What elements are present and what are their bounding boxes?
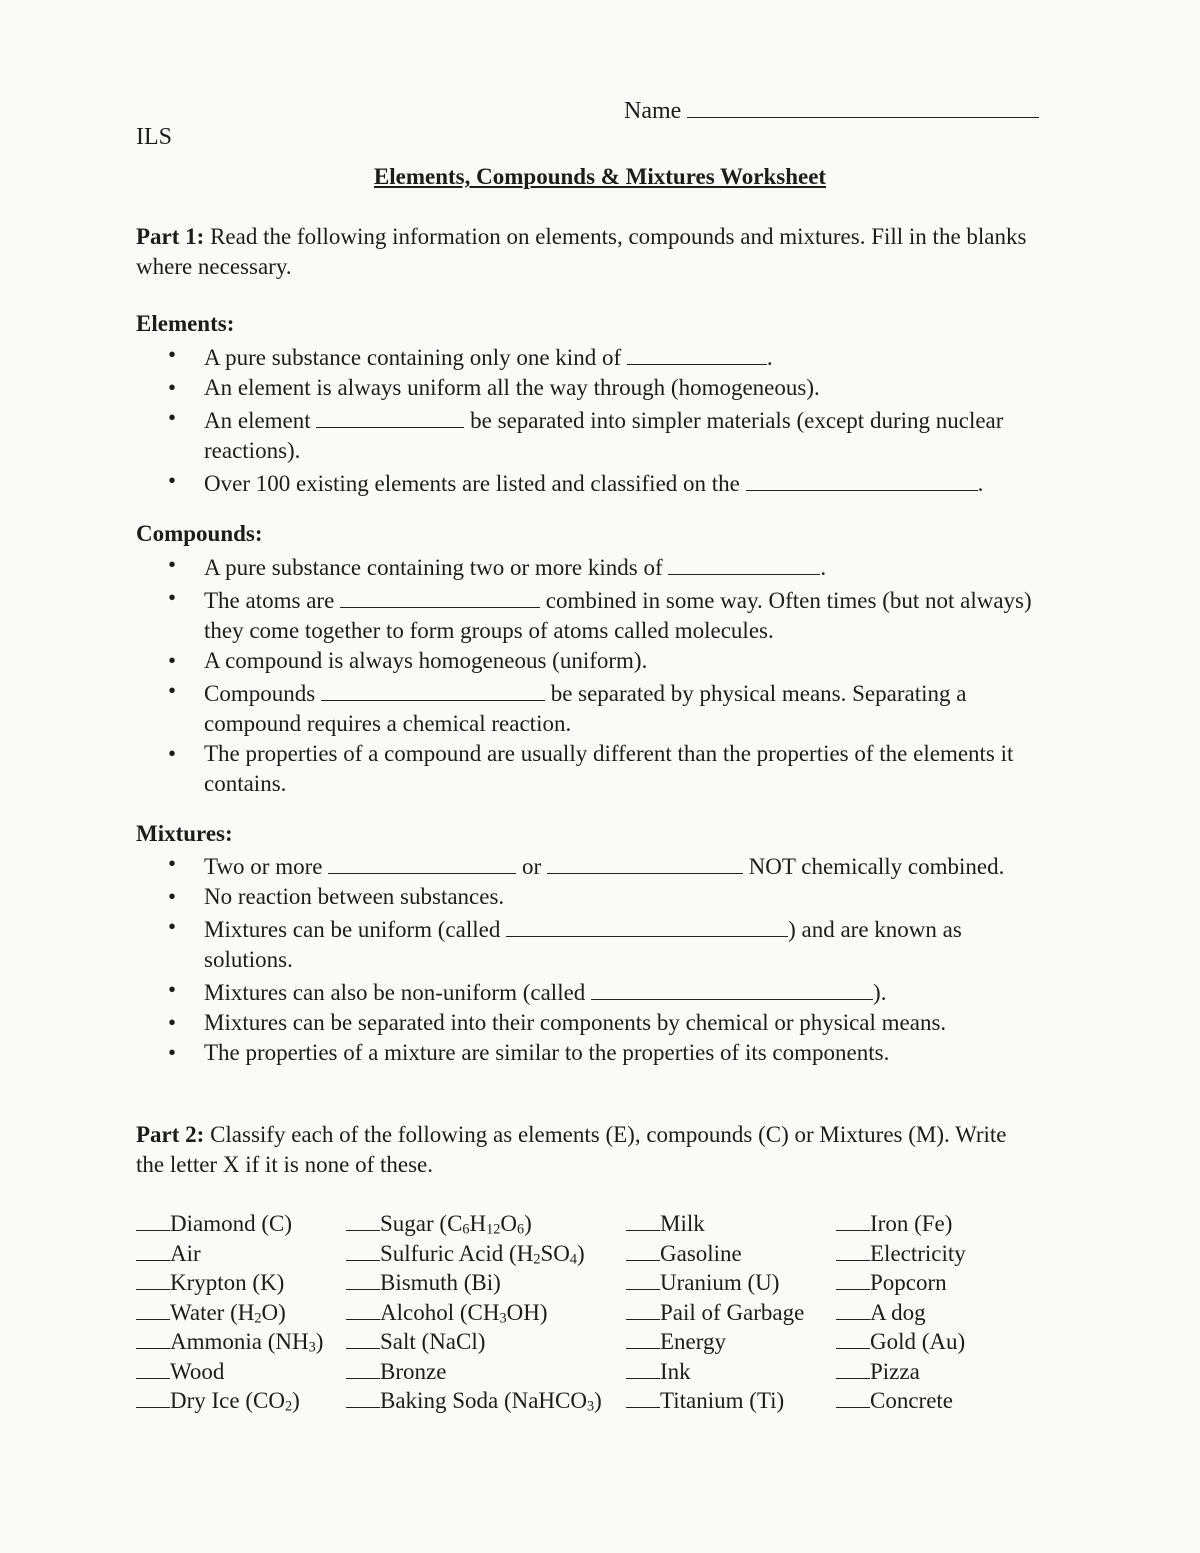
list-item: • Two or more or NOT chemically combined. [168,849,1038,882]
blank-field[interactable] [340,583,540,608]
answer-blank[interactable] [836,1324,870,1349]
list-item: • Mixtures can be separated into their components by chemical or physical means. [168,1008,1038,1038]
name-blank[interactable] [687,92,1039,118]
part2-instructions [136,1120,1036,1180]
blank-field[interactable] [627,340,767,365]
list-item: • The atoms are combined in some way. Often times (but not always) they come together to form groups of atoms called molecules. [168,583,1038,646]
compounds-list [168,550,1038,799]
name-label: Name [624,98,682,125]
list-item: Diamond (C) [136,1206,346,1236]
list-item: • Mixtures can be uniform (called ) and are known as solutions. [168,912,1038,975]
list-item: Popcorn [836,1265,1036,1295]
mixtures-list [168,849,1038,1068]
blank-field[interactable] [591,975,873,1000]
answer-blank[interactable] [626,1383,660,1408]
list-item: Pail of Garbage [626,1295,836,1325]
part1-instructions [136,222,1036,282]
list-item: Krypton (K) [136,1265,346,1295]
part2-label: Part 2: [136,1122,205,1147]
list-item: Water $(H_2O)$ [136,1295,346,1325]
list-item: Iron (Fe) [836,1206,1036,1236]
answer-blank[interactable] [626,1324,660,1349]
list-item: Ink [626,1354,836,1384]
answer-blank[interactable] [626,1295,660,1320]
classification-grid [136,1206,1036,1413]
list-item: Bronze [346,1354,626,1384]
answer-blank[interactable] [836,1265,870,1290]
answer-blank[interactable] [836,1354,870,1379]
list-item: Air [136,1236,346,1266]
list-item: Titanium (Ti) [626,1383,836,1413]
list-item: Gasoline [626,1236,836,1266]
list-item: • Over 100 existing elements are listed and classified on the . [168,466,1038,499]
list-item: • An element be separated into simpler materials (except during nuclear reactions). [168,403,1038,466]
list-item: Salt (NaCl) [346,1324,626,1354]
elements-heading: Elements: [136,311,235,336]
blank-field[interactable] [321,676,545,701]
answer-blank[interactable] [346,1354,380,1379]
blank-field[interactable] [547,849,743,874]
elements-list [168,340,1038,499]
list-item: Electricity [836,1236,1036,1266]
answer-blank[interactable] [626,1236,660,1261]
answer-blank[interactable] [346,1265,380,1290]
list-item: Dry Ice $(CO_2)$ [136,1383,346,1413]
answer-blank[interactable] [136,1354,170,1379]
answer-blank[interactable] [346,1295,380,1320]
list-item: Energy [626,1324,836,1354]
list-item: • The properties of a mixture are similar to the properties of its components. [168,1038,1038,1068]
list-item: Alcohol $(CH_3OH)$ [346,1295,626,1325]
part1-label: Part 1: [136,224,205,249]
blank-field[interactable] [328,849,516,874]
list-item: • The properties of a compound are usually different than the properties of the elements it contains. [168,739,1038,799]
answer-blank[interactable] [836,1295,870,1320]
answer-blank[interactable] [836,1383,870,1408]
answer-blank[interactable] [346,1383,380,1408]
list-item: Concrete [836,1383,1036,1413]
part1-text: Read the following information on elements, compounds and mixtures. Fill in the blanks where necessary. [136,224,1027,279]
list-item: • An element is always uniform all the way through (homogeneous). [168,373,1038,403]
list-item: Wood [136,1354,346,1384]
list-item: Milk [626,1206,836,1236]
blank-field[interactable] [668,550,820,575]
list-item: • Mixtures can also be non-uniform (called ). [168,975,1038,1008]
answer-blank[interactable] [346,1236,380,1261]
answer-blank[interactable] [626,1206,660,1231]
list-item: • A compound is always homogeneous (uniform). [168,646,1038,676]
list-item: Gold (Au) [836,1324,1036,1354]
list-item: • A pure substance containing only one kind of . [168,340,1038,373]
class-code: ILS [136,124,172,150]
answer-blank[interactable] [836,1236,870,1261]
list-item: Sulfuric Acid $(H_2SO_4)$ [346,1236,626,1266]
list-item: • Compounds be separated by physical means. Separating a compound requires a chemical reaction. [168,676,1038,739]
blank-field[interactable] [746,466,978,491]
name-field [624,92,1039,125]
answer-blank[interactable] [136,1383,170,1408]
answer-blank[interactable] [136,1324,170,1349]
answer-blank[interactable] [136,1206,170,1231]
answer-blank[interactable] [836,1206,870,1231]
list-item: Uranium (U) [626,1265,836,1295]
worksheet-title: Elements, Compounds & Mixtures Worksheet [373,164,827,189]
blank-field[interactable] [316,403,464,428]
answer-blank[interactable] [136,1295,170,1320]
list-item: Bismuth (Bi) [346,1265,626,1295]
list-item: A dog [836,1295,1036,1325]
list-item: • No reaction between substances. [168,882,1038,912]
part2-text: Classify each of the following as elements (E), compounds (C) or Mixtures (M). Write the letter X if it is none of these. [136,1122,1007,1177]
answer-blank[interactable] [136,1265,170,1290]
list-item: Sugar $(C_6H_{12}O_6)$ [346,1206,626,1236]
blank-field[interactable] [506,912,788,937]
list-item: • A pure substance containing two or more kinds of . [168,550,1038,583]
list-item: Pizza [836,1354,1036,1384]
compounds-heading: Compounds: [136,521,263,546]
list-item: Baking Soda (NaHCO$_3$) [346,1383,626,1413]
list-item: Ammonia $(NH_3)$ [136,1324,346,1354]
answer-blank[interactable] [626,1354,660,1379]
answer-blank[interactable] [346,1324,380,1349]
answer-blank[interactable] [136,1236,170,1261]
answer-blank[interactable] [346,1206,380,1231]
answer-blank[interactable] [626,1265,660,1290]
mixtures-heading: Mixtures: [136,821,233,846]
